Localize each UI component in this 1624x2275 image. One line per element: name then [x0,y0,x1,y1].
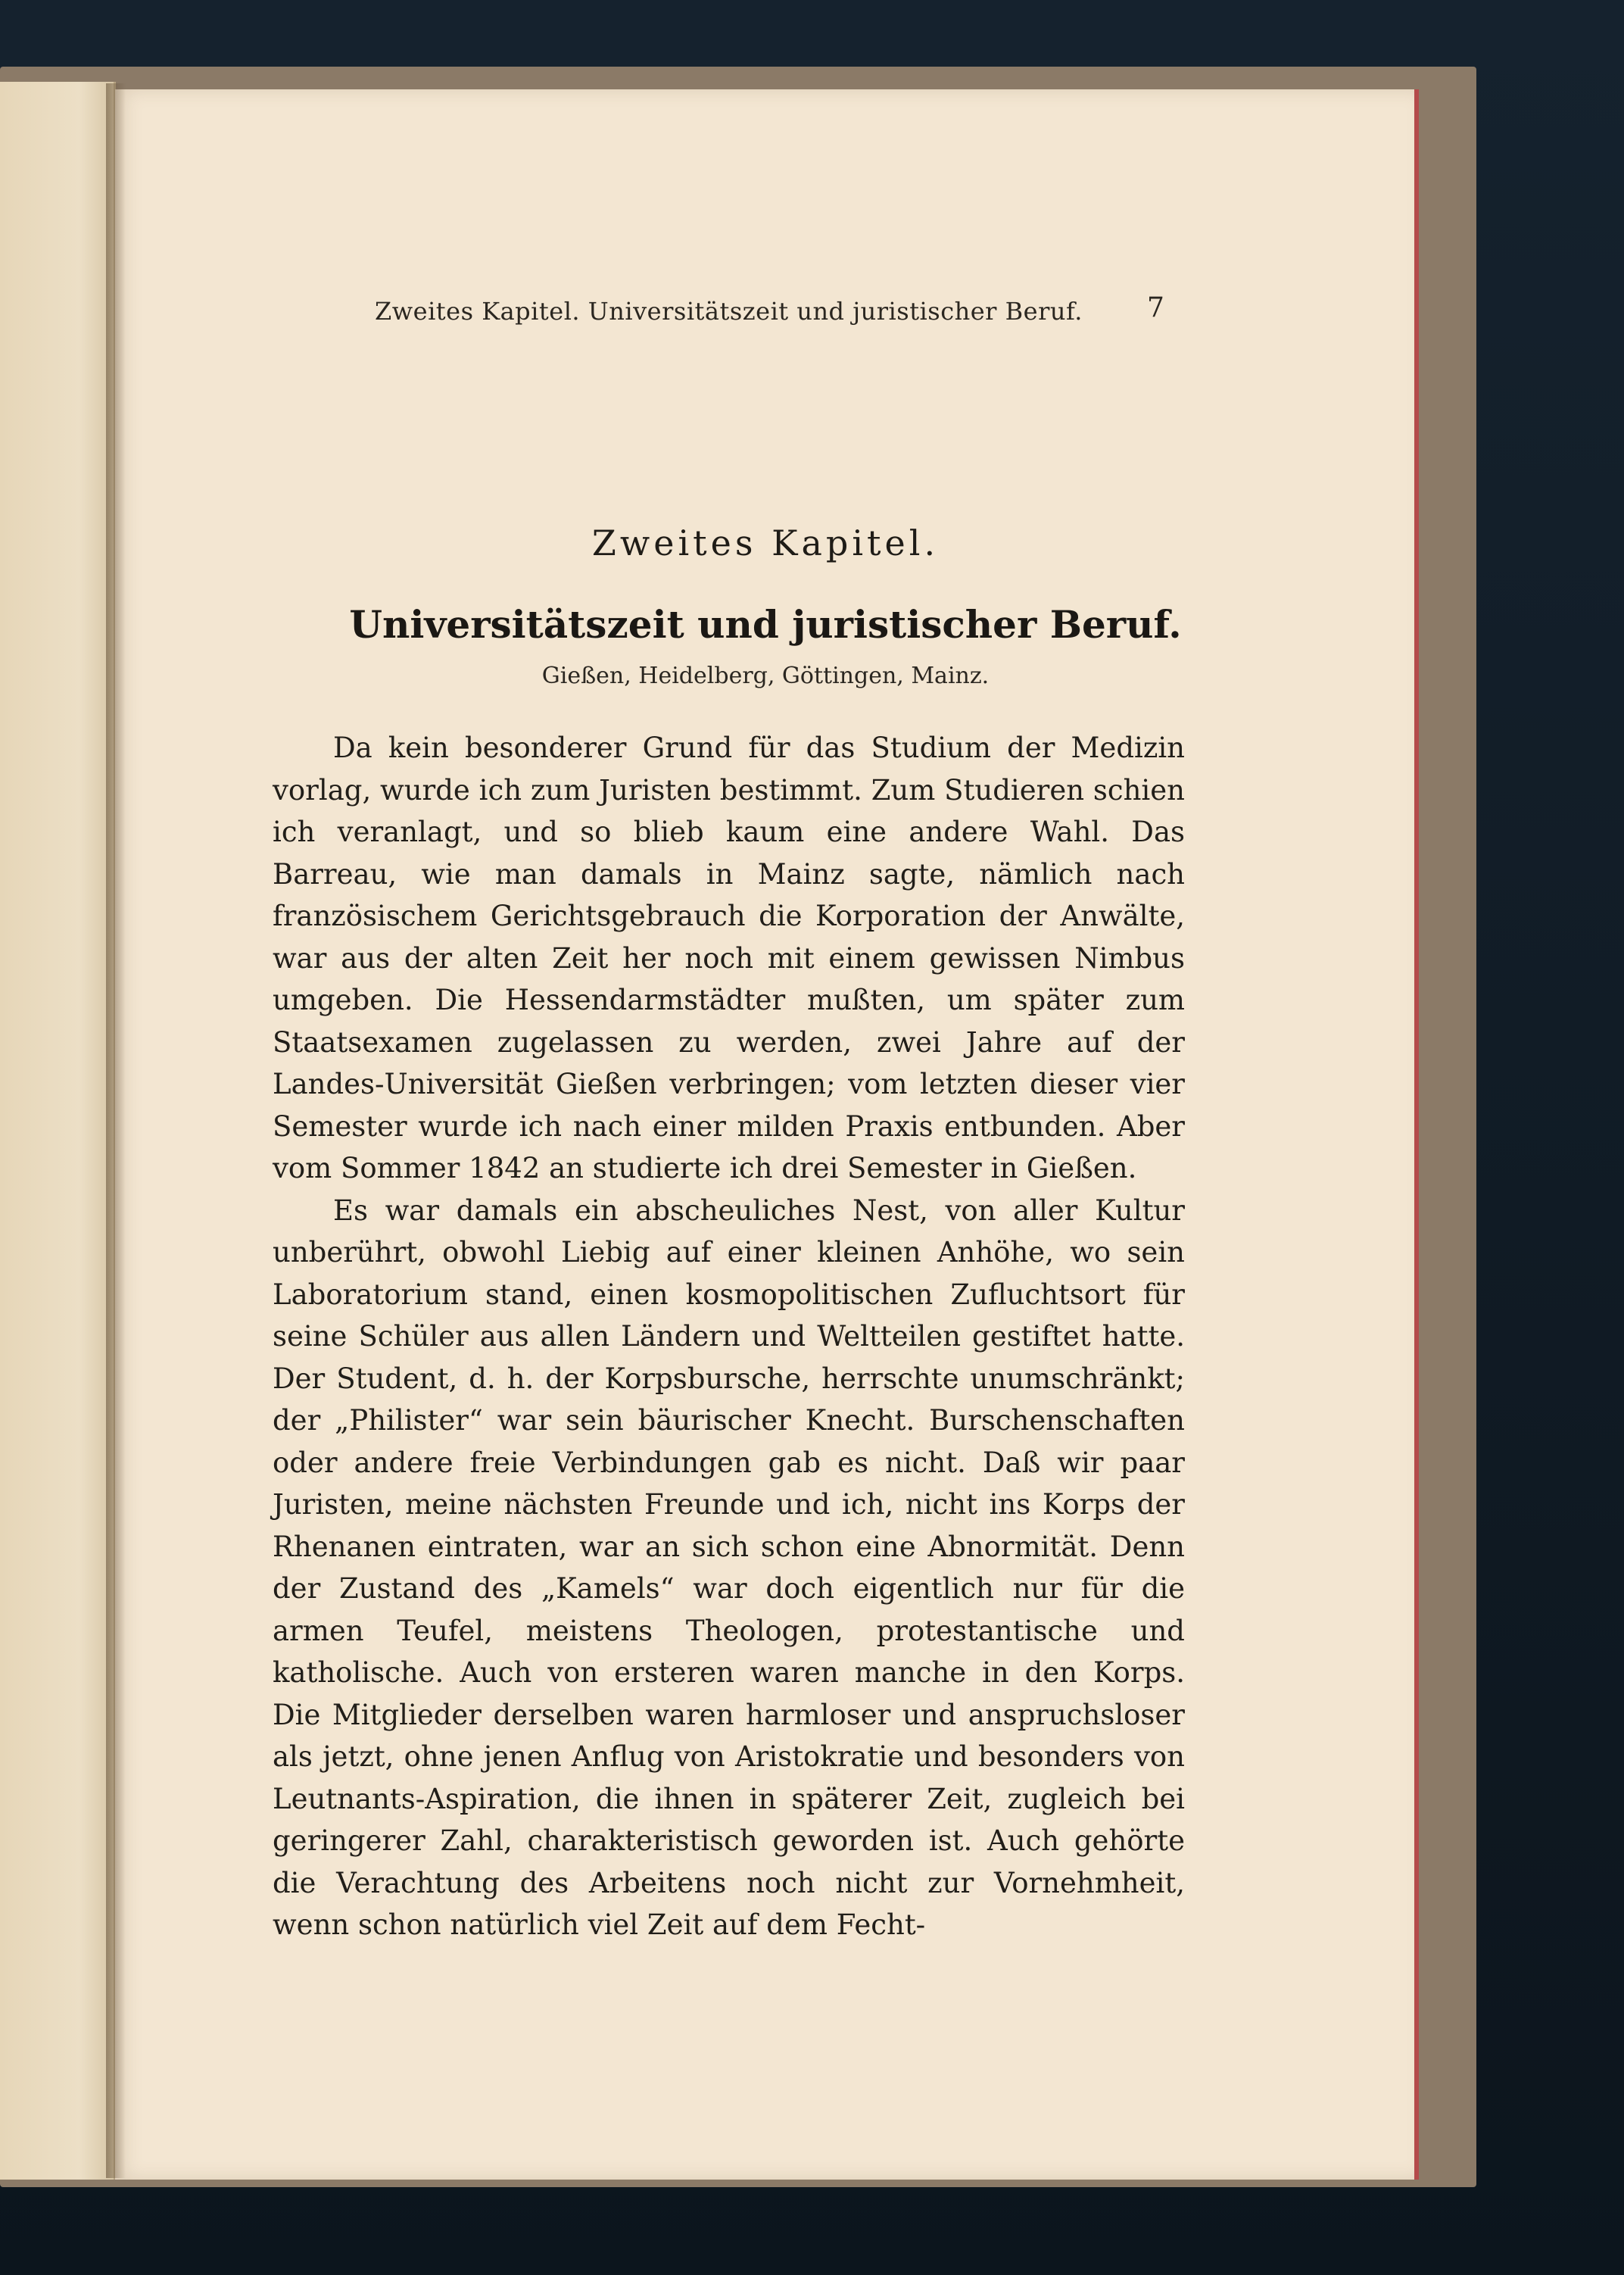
chapter-title: Universitätszeit und juristischer Beruf. [349,602,1182,647]
chapter-number: Zweites Kapitel. [591,523,940,563]
paragraph: Es war damals ein abscheuliches Nest, von aller Kultur unberührt, obwohl Liebig auf einer kleinen Anhöhe, wo sein Laboratorium stand, einen kosmopolitischen Zufluchtsort für seine Schüler aus allen Ländern und Weltteilen gestiftet hatte. Der Student, d. h. der Korpsbursche, herrschte unumschränkt; der „Philister“ war sein bäurischer Knecht. Burschenschaften oder andere freie Verbindungen gab es nicht. Daß wir paar Juristen, meine nächsten Freunde und ich, nicht ins Korps der Rhenanen eintraten, war an sich schon eine Abnormität. Denn der Zustand des „Kamels“ war doch eigentlich nur für die armen Teufel, meistens Theologen, protestantische und katholische. Auch von ersteren waren manche in den Korps. Die Mitglieder derselben waren harmloser und anspruchsloser als jetzt, ohne jenen Anflug von Aristokratie und besonders von Leutnants-Aspiration, die ihnen in späterer Zeit, zugleich bei geringerer Zahl, charakteristisch geworden ist. Auch gehörte die Verachtung des Arbeitens noch nicht zur Vornehmheit, wenn schon natürlich viel Zeit auf dem Fecht- [273,1194,1185,1941]
paragraph: Da kein besonderer Grund für das Studium der Medizin vorlag, wurde ich zum Juristen bestimmt. Zum Studieren schien ich veranlagt, und so blieb kaum eine andere Wahl. Das Barreau, wie man damals in Mainz sagte, nämlich nach französischem Gerichtsgebrauch die Korporation der Anwälte, war aus der alten Zeit her noch mit einem gewissen Nimbus umgeben. Die Hessendarmstädter mußten, um später zum Staatsexamen zugelassen zu werden, zwei Jahre auf der Landes-Universität Gießen verbringen; vom letzten dieser vier Semester wurde ich nach einer milden Praxis entbunden. Aber vom Sommer 1842 an studierte ich drei Semester in Gießen. [273,732,1185,1184]
page-edge [1414,89,1419,2180]
running-head: Zweites Kapitel. Universitätszeit und juristischer Beruf. [375,297,1083,326]
spine-shadow [106,83,126,2178]
body-text [273,727,1185,1946]
page-number: 7 [1147,292,1164,323]
left-page-edge [0,82,116,2180]
chapter-places: Gießen, Heidelberg, Göttingen, Mainz. [541,663,990,689]
